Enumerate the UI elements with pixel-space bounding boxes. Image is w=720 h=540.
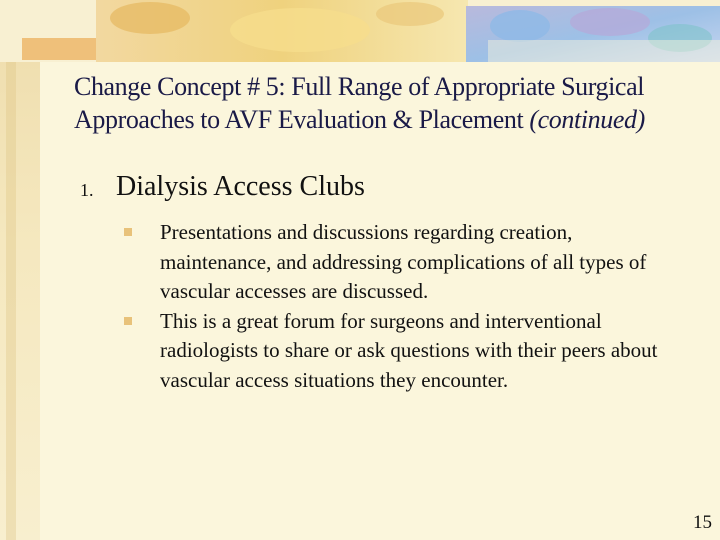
title-line-2: Approaches to AVF Evaluation & Placement	[74, 105, 524, 134]
bullet-item	[124, 307, 684, 396]
title-line-1: Change Concept # 5: Full Range of Appropriate Surgical	[74, 72, 645, 101]
decorative-left-strip	[0, 0, 40, 540]
page-number: 15	[693, 512, 712, 533]
bullet-item	[124, 218, 684, 307]
item-number: 1.	[80, 180, 94, 200]
title-area	[74, 70, 714, 136]
decorative-leaf-banner	[0, 0, 720, 62]
square-bullet-icon	[124, 228, 132, 236]
bullet-text: Presentations and discussions regarding creation, maintenance, and addressing complications of all types of vascular accesses are discussed.	[160, 220, 647, 303]
bullet-list	[124, 218, 684, 395]
title-continued-suffix: (continued)	[529, 105, 645, 134]
item-heading: Dialysis Access Clubs	[116, 171, 365, 202]
bullet-text: This is a great forum for surgeons and interventional radiologists to share or ask questions with their peers about vascular access situations they encounter.	[160, 308, 658, 392]
square-bullet-icon	[124, 317, 132, 325]
slide-title	[74, 70, 714, 136]
